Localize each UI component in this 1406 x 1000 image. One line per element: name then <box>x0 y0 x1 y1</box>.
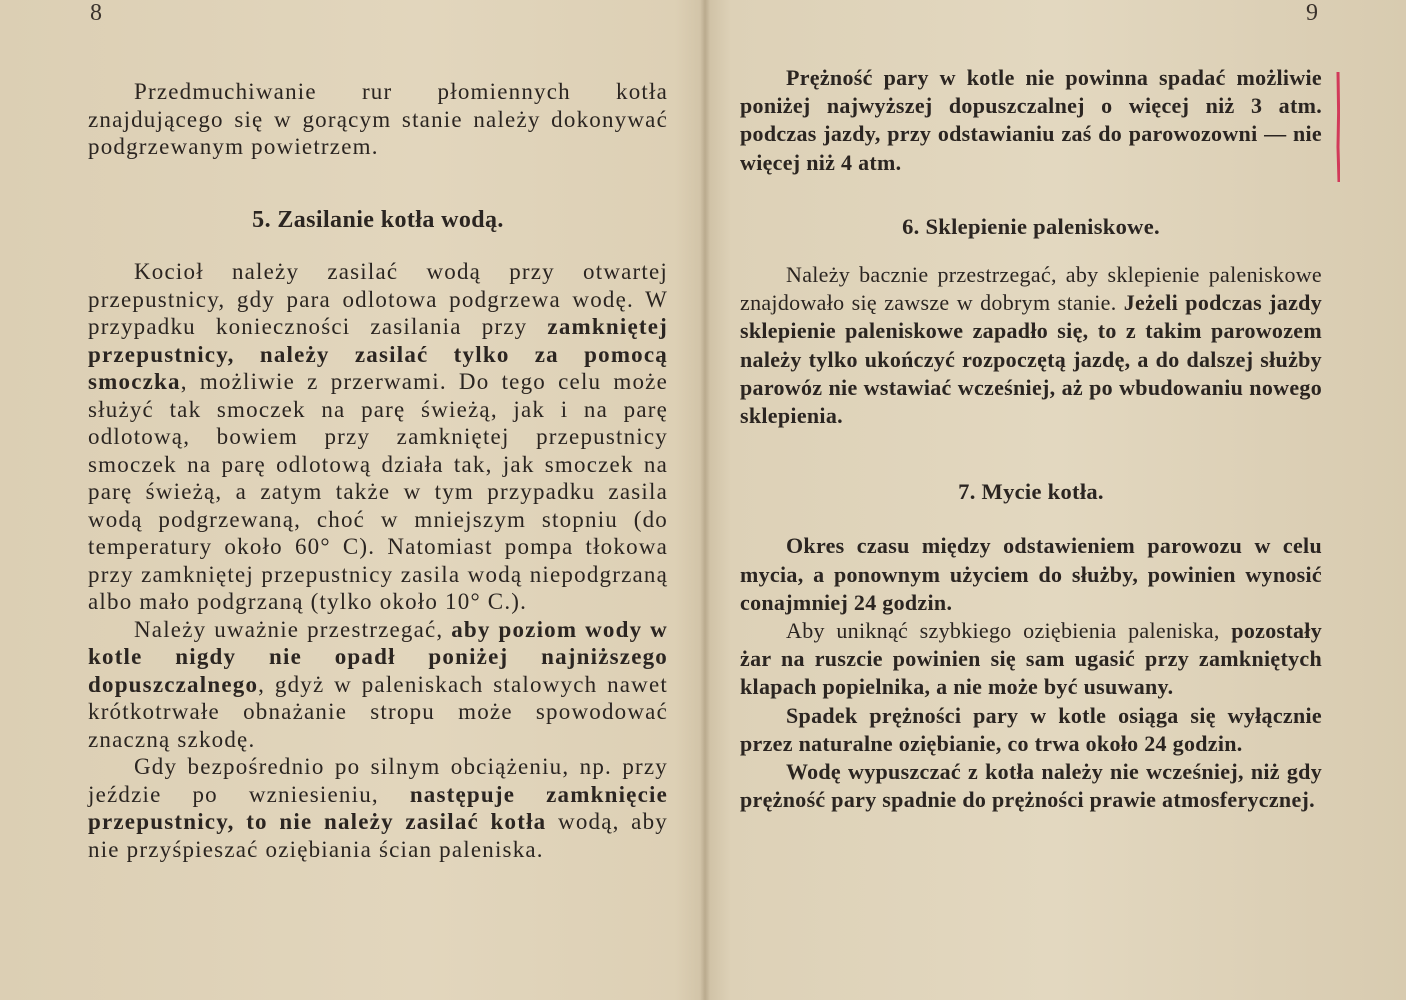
paragraph: Okres czasu między odstawieniem parowozu w celu mycia, a ponownym użyciem do służby, powinien wynosić conajmniej 24 godzin. <box>740 533 1322 615</box>
section-heading: 7. Mycie kotła. <box>958 479 1104 505</box>
text-run: Należy uważnie przestrzegać, <box>134 616 452 642</box>
red-pencil-stroke <box>1338 72 1339 182</box>
text-run: Kocioł należy zasilać wodą przy otwartej przepustnicy, gdy para odlotowa podgrzewa wodę. W przypadku konieczności zasilania przy <box>88 259 668 339</box>
right-page <box>706 0 1406 1000</box>
paragraph <box>88 616 668 754</box>
text-run: wodą, aby nie przyśpieszać oziębiania ścian paleniska. <box>88 809 668 862</box>
bold-text-run: zamkniętej przepustnicy, należy zasilać tylko za pomocą smoczka <box>88 314 668 394</box>
red-pencil-mark <box>1336 72 1340 182</box>
section-heading: 5. Zasilanie kotła wodą. <box>252 206 504 233</box>
section-heading: 6. Sklepienie paleniskowe. <box>902 213 1160 239</box>
bold-text-run: Jeżeli podczas jazdy sklepienie paleniskowe zapadło się, to z takim parowozem należy tylko ukończyć rozpoczętą jazdę, a do dalszej służby parowóz nie wstawiać wcześniej, aż po wbudowaniu nowego sklepienia. <box>740 290 1323 429</box>
page-number: 8 <box>90 0 102 26</box>
bold-text-run: aby poziom wody w kotle nigdy nie opadł poniżej najniższego dopuszczalnego <box>88 616 668 697</box>
paragraph <box>740 617 1322 702</box>
intro-paragraph: Prężność pary w kotle nie powinna spadać możliwie poniżej najwyższej dopuszczalnej o więcej niż 3 atm. podczas jazdy, przy odstawianiu zaś do parowozowni — nie więcej niż 4 atm. <box>740 65 1322 175</box>
text-run: , możliwie z przerwami. Do tego celu może służyć tak smoczek na parę świeżą, jak i na parę odlotową, bowiem przy zamkniętej przepustnicy smoczek na parę odlotową działa tak, jak smoczek na parę świeżą, a zatym także w tym przypadku zasila wodą podgrzewaną, choć w mniejszym stopniu (do temperatury około 60° C). Natomiast pompa tłokowa przy zamkniętej przepustnicy zasila wodą niepodgrzaną albo mało podgrzaną (tylko około 10° C.). <box>88 369 668 614</box>
page-number: 9 <box>1306 0 1318 26</box>
left-page-content <box>88 70 668 863</box>
bold-text-run: następuje zamknięcie przepustnicy, to nie należy zasilać kotła <box>88 781 668 834</box>
paragraph <box>88 753 668 863</box>
bold-text-run: pozostały żar na ruszcie powinien się sam ugasić przy zamkniętych klapach popielnika, a nie może być usuwany. <box>740 618 1322 700</box>
paragraph: Wodę wypuszczać z kotła należy nie wcześniej, niż gdy prężność pary spadnie do prężności prawie atmosferycznej. <box>740 759 1322 813</box>
text-run: Gdy bezpośrednio po silnym obciążeniu, np. przy jeździe po wzniesieniu, <box>88 754 668 807</box>
text-run: Aby uniknąć szybkiego oziębienia paleniska, <box>786 618 1232 644</box>
text-run: Należy bacznie przestrzegać, aby sklepienie paleniskowe znajdowało się zawsze w dobrym stanie. <box>740 262 1322 316</box>
paragraph: Spadek prężności pary w kotle osiąga się wyłącznie przez naturalne oziębianie, co trwa około 24 godzin. <box>740 702 1322 756</box>
text-run: , gdyż w paleniskach stalowych nawet krótkotrwałe obnażanie stropu może spowodować znaczną szkodę. <box>88 671 668 752</box>
right-page-content <box>740 64 1322 814</box>
paragraph <box>740 261 1322 430</box>
paragraph <box>88 258 668 616</box>
intro-paragraph: Przedmuchiwanie rur płomiennych kotła znajdującego się w gorącym stanie należy dokonywać podgrzewanym powietrzem. <box>88 79 668 159</box>
